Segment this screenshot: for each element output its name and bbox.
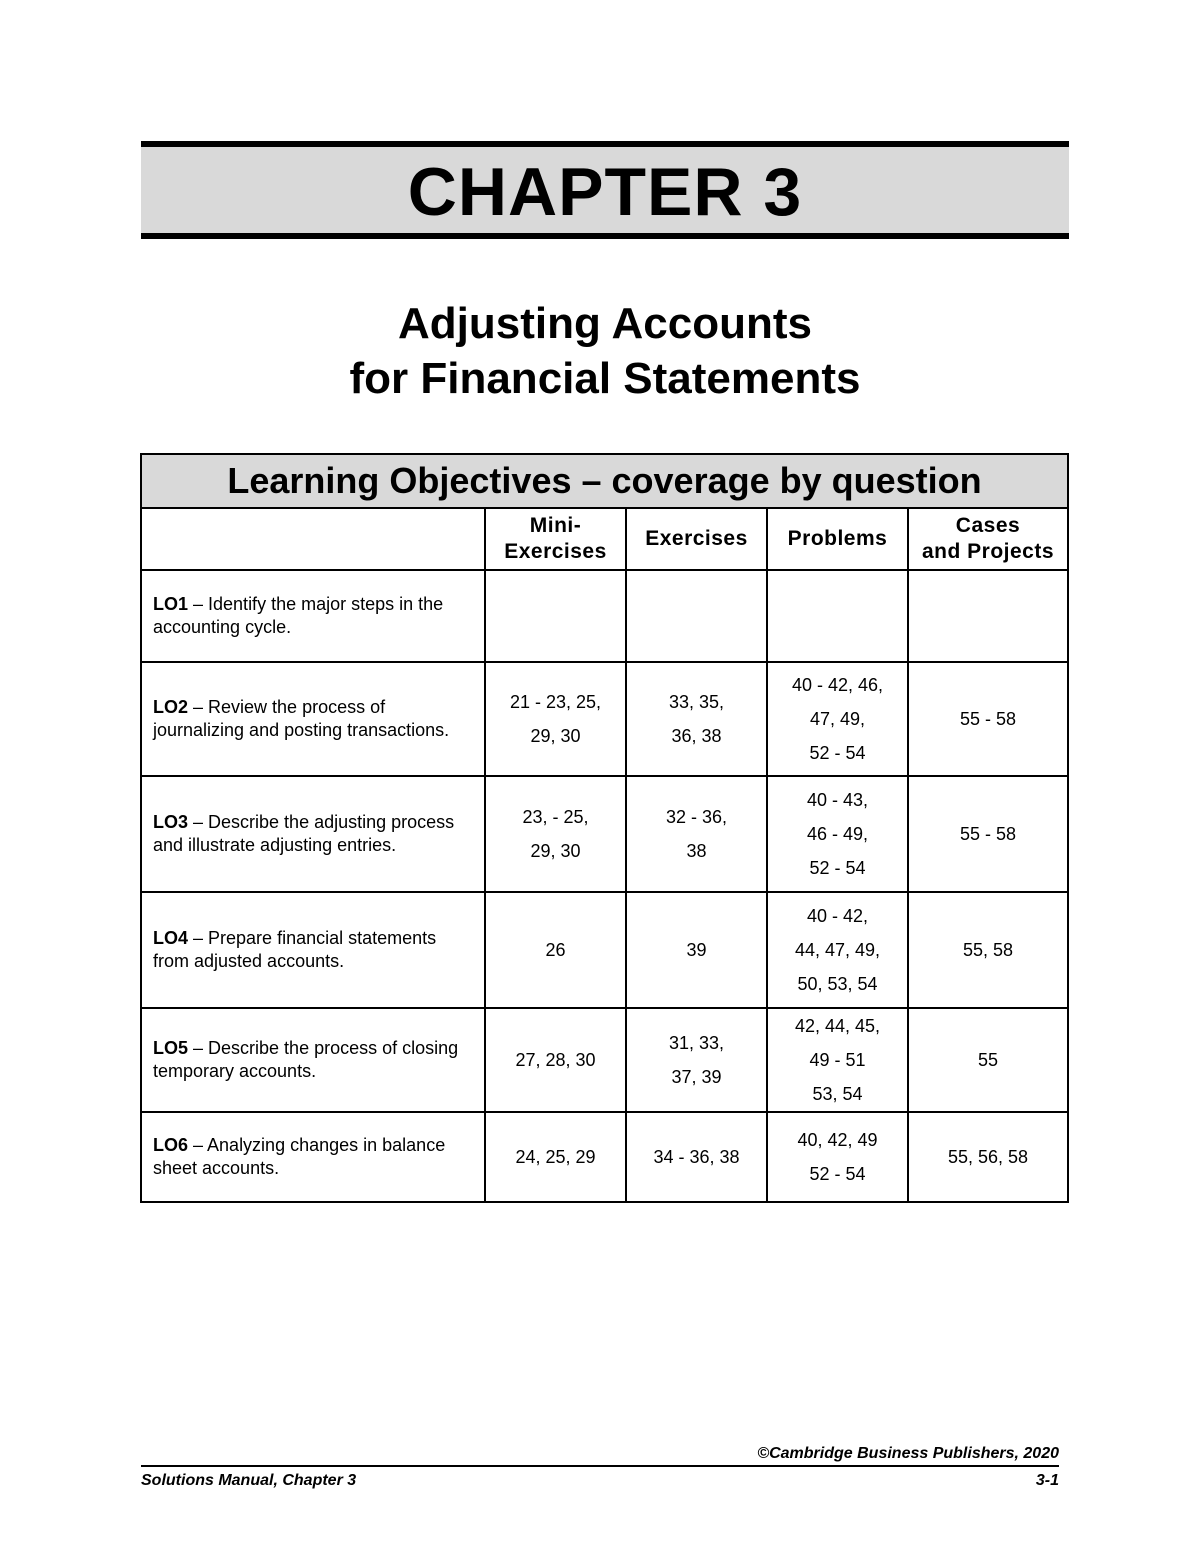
problems-value: 40 - 42, xyxy=(806,906,869,926)
table-row xyxy=(141,570,1068,662)
exercises-value: 39 xyxy=(686,940,707,960)
header-cases-line2: and Projects xyxy=(921,540,1055,563)
cases-value: 55 - 58 xyxy=(959,709,1017,729)
objective-text: – Describe the adjusting process and illustrate adjusting entries. xyxy=(153,812,455,855)
header-mini-exercises xyxy=(485,508,626,570)
problems-value: 47, 49, xyxy=(809,709,866,729)
exercises-cell xyxy=(626,1008,767,1112)
objective-code: LO4 xyxy=(153,928,189,948)
mini-value: 29, 30 xyxy=(530,841,581,861)
table-row xyxy=(141,662,1068,776)
problems-value: 49 - 51 xyxy=(809,1050,866,1070)
mini-cell xyxy=(485,570,626,662)
cases-cell xyxy=(908,570,1068,662)
problems-value: 40 - 43, xyxy=(806,790,869,810)
problems-cell xyxy=(767,1112,908,1202)
chapter-title: CHAPTER 3 xyxy=(407,154,803,230)
learning-objectives-table xyxy=(140,453,1069,1203)
mini-value: 27, 28, 30 xyxy=(515,1050,596,1070)
header-cases-line1: Cases xyxy=(955,514,1021,537)
objective-text: – Review the process of journalizing and posting transactions. xyxy=(153,697,450,740)
problems-value: 50, 53, 54 xyxy=(797,974,878,994)
objective-cell xyxy=(141,776,485,892)
problems-cell xyxy=(767,776,908,892)
header-problems: Problems xyxy=(767,508,908,570)
cases-value: 55 xyxy=(977,1050,999,1070)
table-header-row xyxy=(141,508,1068,570)
problems-value: 52 - 54 xyxy=(809,1164,866,1184)
objective-text: – Identify the major steps in the accounting cycle. xyxy=(153,594,444,637)
table-row xyxy=(141,1112,1068,1202)
problems-value: 42, 44, 45, xyxy=(794,1016,881,1036)
cases-cell xyxy=(908,662,1068,776)
exercises-cell xyxy=(626,570,767,662)
exercises-value: 38 xyxy=(686,841,707,861)
exercises-value: 37, 39 xyxy=(671,1067,722,1087)
problems-value: 40, 42, 49 xyxy=(797,1130,878,1150)
table-caption: Learning Objectives – coverage by question xyxy=(141,454,1068,508)
chapter-subtitle xyxy=(141,296,1069,406)
footer xyxy=(141,1472,1059,1490)
objective-cell xyxy=(141,570,485,662)
mini-value: 24, 25, 29 xyxy=(515,1147,596,1167)
exercises-value: 36, 38 xyxy=(671,726,722,746)
footer-left: Solutions Manual, Chapter 3 xyxy=(141,1472,357,1489)
header-mini-line2: Exercises xyxy=(504,540,607,563)
mini-cell xyxy=(485,1008,626,1112)
header-mini-line1: Mini- xyxy=(529,514,582,537)
cases-value: 55 - 58 xyxy=(959,824,1017,844)
exercises-value: 32 - 36, xyxy=(665,807,728,827)
mini-cell xyxy=(485,1112,626,1202)
objective-code: LO6 xyxy=(153,1135,189,1155)
table-row xyxy=(141,776,1068,892)
exercises-value: 31, 33, xyxy=(668,1033,725,1053)
exercises-cell xyxy=(626,776,767,892)
exercises-cell xyxy=(626,892,767,1008)
exercises-cell xyxy=(626,1112,767,1202)
mini-value: 23, - 25, xyxy=(522,807,589,827)
subtitle-line-2: for Financial Statements xyxy=(349,354,861,403)
exercises-cell xyxy=(626,662,767,776)
table-caption-row xyxy=(141,454,1068,508)
objective-cell xyxy=(141,662,485,776)
footer-page-number: 3-1 xyxy=(1035,1472,1059,1489)
table-row xyxy=(141,1008,1068,1112)
objective-code: LO2 xyxy=(153,697,189,717)
objective-text: – Analyzing changes in balance sheet accounts. xyxy=(153,1135,446,1178)
mini-value: 26 xyxy=(545,940,566,960)
problems-value: 40 - 42, 46, xyxy=(791,675,884,695)
objective-text: – Describe the process of closing temporary accounts. xyxy=(153,1038,459,1081)
exercises-value: 34 - 36, 38 xyxy=(653,1147,740,1167)
mini-value: 21 - 23, 25, xyxy=(509,692,602,712)
problems-value: 46 - 49, xyxy=(806,824,869,844)
mini-cell xyxy=(485,662,626,776)
objective-code: LO1 xyxy=(153,594,189,614)
cases-value: 55, 58 xyxy=(962,940,1014,960)
problems-value: 53, 54 xyxy=(812,1084,863,1104)
problems-value: 52 - 54 xyxy=(809,858,866,878)
objective-code: LO5 xyxy=(153,1038,189,1058)
objective-cell xyxy=(141,1008,485,1112)
subtitle-line-1: Adjusting Accounts xyxy=(398,299,812,348)
objective-cell xyxy=(141,1112,485,1202)
mini-value: 29, 30 xyxy=(530,726,581,746)
cases-cell xyxy=(908,1112,1068,1202)
problems-cell xyxy=(767,1008,908,1112)
cases-cell xyxy=(908,1008,1068,1112)
cases-cell xyxy=(908,776,1068,892)
problems-cell xyxy=(767,570,908,662)
objective-code: LO3 xyxy=(153,812,189,832)
footer-copyright: ©Cambridge Business Publishers, 2020 xyxy=(757,1445,1059,1462)
table-row xyxy=(141,892,1068,1008)
chapter-banner xyxy=(141,141,1069,239)
objective-text: – Prepare financial statements from adjusted accounts. xyxy=(153,928,437,971)
exercises-value: 33, 35, xyxy=(668,692,725,712)
problems-cell xyxy=(767,662,908,776)
cases-cell xyxy=(908,892,1068,1008)
problems-cell xyxy=(767,892,908,1008)
problems-value: 44, 47, 49, xyxy=(794,940,881,960)
footer-divider xyxy=(141,1465,1059,1467)
objective-cell xyxy=(141,892,485,1008)
header-cases xyxy=(908,508,1068,570)
header-objective xyxy=(141,508,485,570)
cases-value: 55, 56, 58 xyxy=(947,1147,1029,1167)
header-exercises: Exercises xyxy=(626,508,767,570)
problems-value: 52 - 54 xyxy=(809,743,866,763)
mini-cell xyxy=(485,892,626,1008)
mini-cell xyxy=(485,776,626,892)
